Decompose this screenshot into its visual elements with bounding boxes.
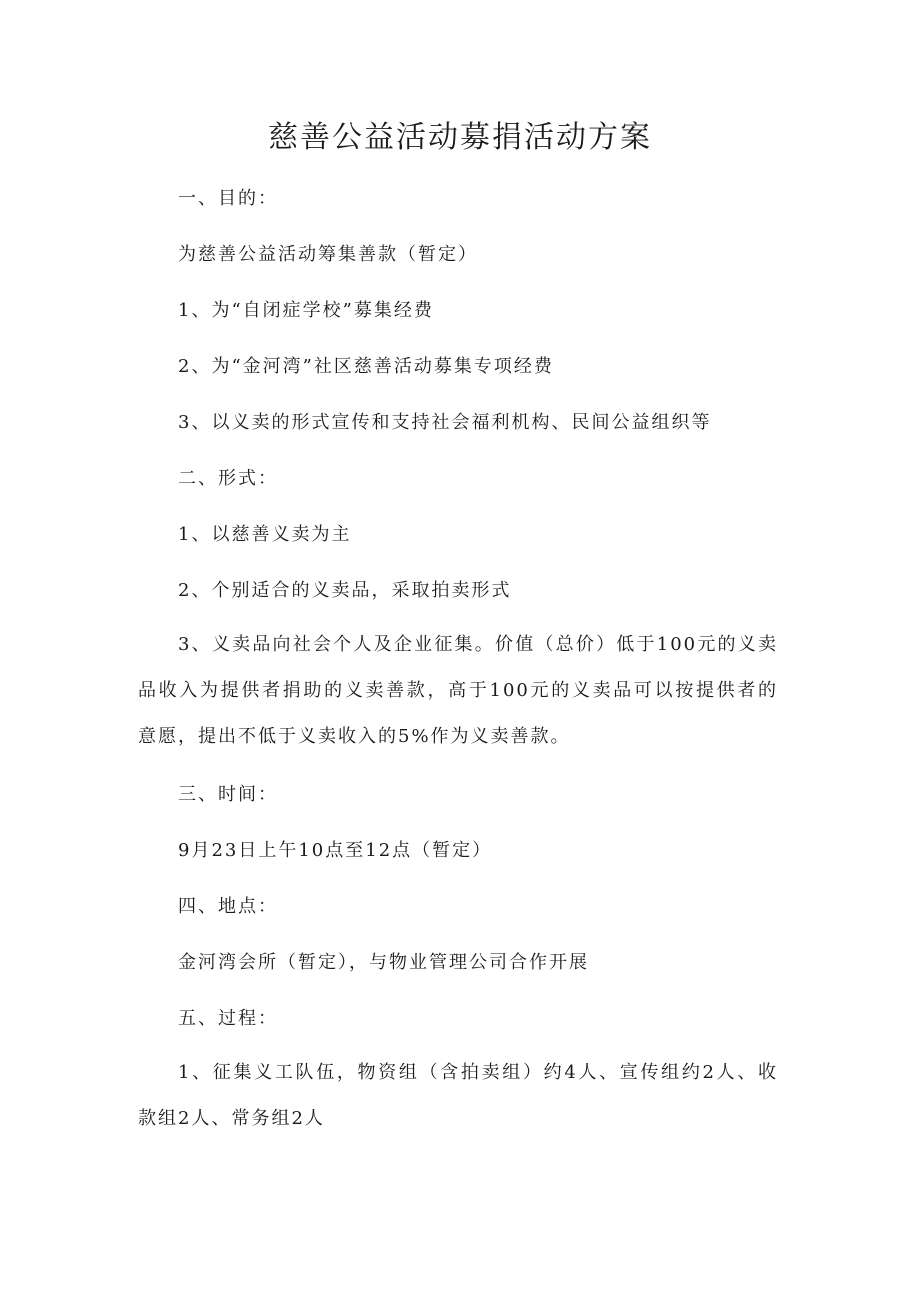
purpose-item-3: 3、以义卖的形式宣传和支持社会福利机构、民间公益组织等 xyxy=(178,412,712,433)
section-heading-time: 三、时间： xyxy=(178,784,278,805)
process-item-1-paragraph: 1、征集义工队伍，物资组（含拍卖组）约4人、宣传组约2人、收款组2人、常务组2人 xyxy=(138,1062,778,1129)
purpose-item-1: 1、为“自闭症学校”募集经费 xyxy=(178,300,434,321)
section-heading-form: 二、形式： xyxy=(178,468,278,489)
purpose-text: 为慈善公益活动筹集善款（暂定） xyxy=(178,244,478,265)
section-heading-process: 五、过程： xyxy=(178,1008,278,1029)
section-heading-location: 四、地点： xyxy=(178,896,278,917)
form-item-1: 1、以慈善义卖为主 xyxy=(178,524,352,545)
section-heading-purpose: 一、目的： xyxy=(178,188,278,209)
form-item-2: 2、个别适合的义卖品，采取拍卖形式 xyxy=(178,580,512,601)
purpose-item-2: 2、为“金河湾”社区慈善活动募集专项经费 xyxy=(178,356,554,377)
form-item-3-paragraph: 3、义卖品向社会个人及企业征集。价值（总价）低于100元的义卖品收入为提供者捐助的义卖善款，高于100元的义卖品可以按提供者的意愿，提出不低于义卖收入的5%作为义卖善款。 xyxy=(138,634,778,747)
time-text: 9月23日上午10点至12点（暂定） xyxy=(178,840,493,861)
location-text: 金河湾会所（暂定），与物业管理公司合作开展 xyxy=(178,952,589,973)
document-title: 慈善公益活动募捐活动方案 xyxy=(268,120,652,155)
